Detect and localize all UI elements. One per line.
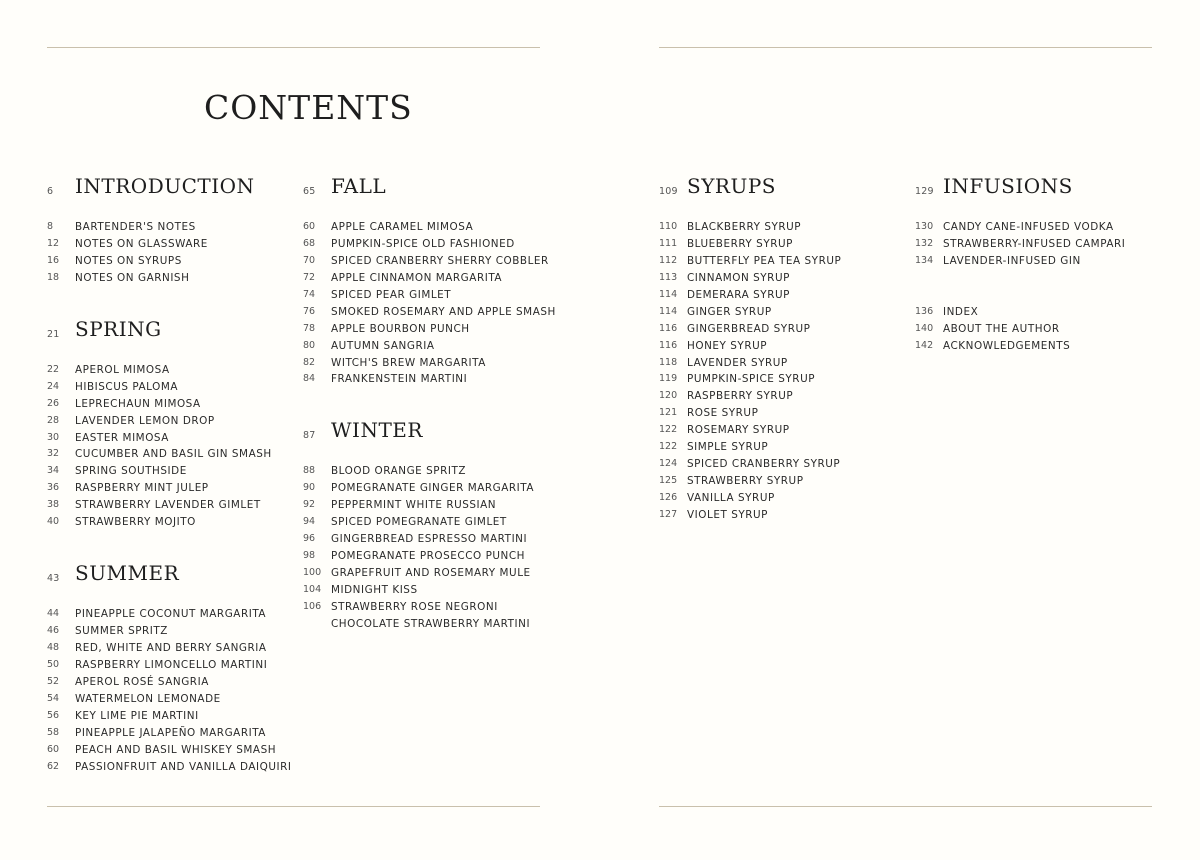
toc-entry[interactable]	[659, 439, 919, 456]
toc-entry[interactable]	[659, 219, 919, 236]
entry-page-number: 24	[47, 380, 60, 392]
section-page-number: 129	[915, 186, 934, 197]
section-heading[interactable]	[303, 416, 563, 452]
entry-title: RASPBERRY MINT JULEP	[75, 482, 209, 495]
toc-entry[interactable]	[47, 379, 307, 396]
entry-page-number: 100	[303, 567, 322, 578]
entry-title: SIMPLE SYRUP	[687, 441, 769, 454]
entry-page-number: 60	[303, 221, 316, 232]
entry-title: NOTES ON SYRUPS	[75, 254, 182, 267]
toc-entry[interactable]	[303, 236, 563, 253]
entry-title: BLACKBERRY SYRUP	[687, 221, 802, 233]
toc-entry[interactable]	[303, 304, 563, 321]
entry-title: EASTER MIMOSA	[75, 431, 169, 444]
entry-page-number: 119	[659, 373, 678, 385]
toc-entry[interactable]	[659, 388, 919, 405]
toc-entry[interactable]	[47, 480, 307, 497]
section-heading[interactable]	[303, 172, 563, 208]
entry-page-number: 28	[47, 414, 60, 426]
toc-entry[interactable]	[303, 616, 563, 633]
toc-entry[interactable]	[915, 321, 1175, 338]
section-heading[interactable]	[915, 172, 1175, 208]
entry-title: ABOUT THE AUTHOR	[943, 322, 1060, 335]
toc-entry[interactable]	[47, 606, 307, 623]
entry-title: KEY LIME PIE MARTINI	[75, 709, 199, 722]
toc-entry[interactable]	[47, 514, 307, 531]
entry-page-number: 52	[47, 675, 60, 687]
section-title: SYRUPS	[687, 174, 776, 198]
toc-entry[interactable]	[659, 287, 919, 304]
entry-title: BLOOD ORANGE SPRITZ	[331, 465, 467, 478]
entry-page-number: 92	[303, 499, 316, 511]
toc-entry[interactable]	[303, 338, 563, 355]
entry-page-number: 74	[303, 288, 316, 300]
section-page-number: 65	[303, 186, 316, 197]
entry-title: POMEGRANATE PROSECCO PUNCH	[331, 550, 526, 563]
toc-section-summer	[47, 559, 307, 775]
entry-title: WATERMELON LEMONADE	[75, 692, 221, 705]
toc-section-syrups	[659, 172, 919, 524]
toc-entry[interactable]	[303, 270, 563, 287]
entry-title: PINEAPPLE COCONUT MARGARITA	[75, 608, 267, 621]
section-entries	[915, 219, 1175, 270]
back-matter-entries	[915, 304, 1175, 355]
entry-title: SUMMER SPRITZ	[75, 625, 168, 638]
entry-title: BARTENDER'S NOTES	[75, 221, 196, 233]
toc-entry[interactable]	[659, 304, 919, 321]
toc-entry[interactable]	[47, 759, 307, 776]
toc-entry[interactable]	[915, 304, 1175, 321]
entry-title: SPICED CRANBERRY SYRUP	[687, 458, 841, 471]
toc-entry[interactable]	[47, 725, 307, 742]
entry-page-number: 8	[47, 221, 54, 232]
section-title: INTRODUCTION	[75, 174, 255, 198]
entry-page-number: 125	[659, 475, 678, 487]
toc-entry[interactable]	[47, 657, 307, 674]
entry-page-number: 118	[659, 356, 678, 368]
entry-page-number: 126	[659, 492, 678, 503]
entry-page-number: 78	[303, 322, 316, 334]
entry-title: GRAPEFRUIT AND ROSEMARY MULE	[331, 567, 531, 579]
entry-page-number: 60	[47, 743, 60, 755]
entry-page-number: 124	[659, 458, 678, 470]
entry-page-number: 106	[303, 600, 322, 612]
toc-section-infusions	[915, 172, 1175, 270]
entry-page-number: 90	[303, 482, 316, 494]
toc-entry[interactable]	[47, 497, 307, 514]
toc-entry[interactable]	[659, 456, 919, 473]
page-title: CONTENTS	[204, 88, 413, 127]
entry-page-number: 110	[659, 221, 678, 232]
entry-title: CUCUMBER AND BASIL GIN SMASH	[75, 448, 272, 461]
entry-page-number: 112	[659, 254, 678, 266]
entry-page-number: 114	[659, 305, 678, 317]
toc-section-spring	[47, 315, 307, 531]
toc-entry[interactable]	[303, 287, 563, 304]
entry-title: VANILLA SYRUP	[687, 492, 775, 504]
toc-entry[interactable]	[47, 270, 307, 287]
entry-title: PEPPERMINT WHITE RUSSIAN	[331, 499, 497, 512]
toc-entry[interactable]	[659, 405, 919, 422]
entry-title: CHOCOLATE STRAWBERRY MARTINI	[331, 617, 531, 630]
entry-title: LAVENDER LEMON DROP	[75, 414, 215, 427]
toc-entry[interactable]	[303, 582, 563, 599]
entry-title: BUTTERFLY PEA TEA SYRUP	[687, 254, 842, 267]
entry-title: RASPBERRY LIMONCELLO MARTINI	[75, 658, 268, 671]
toc-entry[interactable]	[303, 355, 563, 372]
entry-title: STRAWBERRY ROSE NEGRONI	[331, 600, 498, 613]
entry-page-number: 40	[47, 516, 60, 528]
entry-title: PUMPKIN-SPICE OLD FASHIONED	[331, 237, 515, 250]
entry-title: SPICED CRANBERRY SHERRY COBBLER	[331, 254, 549, 267]
entry-page-number: 134	[915, 254, 934, 266]
section-page-number: 43	[47, 573, 60, 585]
entry-title: LEPRECHAUN MIMOSA	[75, 397, 201, 410]
entry-page-number: 26	[47, 397, 60, 409]
entry-page-number: 84	[303, 373, 316, 385]
section-entries	[47, 362, 307, 531]
top-rule-right-page	[659, 47, 1152, 48]
entry-page-number: 132	[915, 237, 934, 249]
entry-title: APPLE BOURBON PUNCH	[331, 322, 470, 335]
entry-title: CANDY CANE-INFUSED VODKA	[943, 221, 1114, 233]
section-entries	[303, 219, 563, 388]
toc-entry[interactable]	[47, 463, 307, 480]
entry-title: SMOKED ROSEMARY AND APPLE SMASH	[331, 305, 556, 318]
toc-entry[interactable]	[303, 219, 563, 236]
toc-entry[interactable]	[303, 599, 563, 616]
entry-page-number: 44	[47, 608, 60, 620]
toc-entry[interactable]	[659, 355, 919, 372]
entry-title: LAVENDER SYRUP	[687, 356, 788, 369]
entry-page-number: 122	[659, 441, 678, 453]
section-entries	[303, 463, 563, 632]
toc-entry[interactable]	[659, 321, 919, 338]
toc-entry[interactable]	[915, 338, 1175, 355]
section-heading[interactable]	[659, 172, 919, 208]
toc-column-3	[659, 172, 919, 524]
toc-entry[interactable]	[47, 430, 307, 447]
entry-title: HONEY SYRUP	[687, 339, 768, 352]
entry-title: DEMERARA SYRUP	[687, 288, 790, 301]
section-entries	[659, 219, 919, 524]
entry-title: STRAWBERRY LAVENDER GIMLET	[75, 499, 261, 512]
toc-entry[interactable]	[659, 236, 919, 253]
entry-title: ACKNOWLEDGEMENTS	[943, 339, 1071, 352]
section-page-number: 6	[47, 186, 54, 197]
entry-page-number: 98	[303, 550, 316, 562]
entry-title: SPICED PEAR GIMLET	[331, 288, 452, 301]
entry-title: PINEAPPLE JALAPEÑO MARGARITA	[75, 726, 266, 739]
entry-title: APPLE CARAMEL MIMOSA	[331, 221, 474, 233]
entry-page-number: 104	[303, 583, 322, 595]
toc-entry[interactable]	[303, 253, 563, 270]
entry-title: RASPBERRY SYRUP	[687, 390, 794, 403]
entry-page-number: 22	[47, 363, 60, 375]
entry-title: STRAWBERRY SYRUP	[687, 475, 804, 488]
entry-page-number: 70	[303, 254, 316, 266]
section-heading[interactable]	[47, 172, 307, 208]
entry-page-number: 88	[303, 465, 316, 477]
entry-page-number: 38	[47, 499, 60, 511]
toc-entry[interactable]	[303, 565, 563, 582]
toc-entry[interactable]	[47, 236, 307, 253]
toc-entry[interactable]	[47, 708, 307, 725]
entry-page-number: 111	[659, 237, 678, 249]
toc-entry[interactable]	[47, 253, 307, 270]
section-page-number: 87	[303, 430, 316, 442]
bottom-rule-right-page	[659, 806, 1152, 807]
entry-page-number: 136	[915, 305, 934, 317]
section-page-number: 21	[47, 328, 60, 340]
entry-page-number: 114	[659, 288, 678, 300]
entry-page-number: 142	[915, 339, 934, 351]
entry-page-number: 54	[47, 692, 60, 704]
toc-entry[interactable]	[303, 531, 563, 548]
entry-title: BLUEBERRY SYRUP	[687, 237, 793, 250]
toc-entry[interactable]	[47, 362, 307, 379]
toc-entry[interactable]	[47, 742, 307, 759]
toc-entry[interactable]	[915, 219, 1175, 236]
entry-title: STRAWBERRY MOJITO	[75, 516, 196, 529]
section-title: WINTER	[331, 418, 423, 443]
toc-entry[interactable]	[47, 396, 307, 413]
bottom-rule-left-page	[47, 806, 540, 807]
section-entries	[47, 219, 307, 287]
toc-entry[interactable]	[303, 321, 563, 338]
entry-page-number: 116	[659, 322, 678, 334]
entry-page-number: 16	[47, 254, 60, 266]
entry-title: SPICED POMEGRANATE GIMLET	[331, 516, 507, 529]
entry-title: PUMPKIN-SPICE SYRUP	[687, 373, 816, 386]
section-heading[interactable]	[47, 315, 307, 351]
toc-entry[interactable]	[915, 236, 1175, 253]
toc-section-fall	[303, 172, 563, 388]
entry-title: SPRING SOUTHSIDE	[75, 465, 187, 478]
toc-entry[interactable]	[47, 674, 307, 691]
toc-entry[interactable]	[47, 623, 307, 640]
toc-entry[interactable]	[303, 480, 563, 497]
entry-title: WITCH'S BREW MARGARITA	[331, 356, 486, 369]
entry-page-number: 48	[47, 642, 60, 653]
entry-page-number: 18	[47, 271, 60, 283]
toc-section-introduction	[47, 172, 307, 287]
toc-column-2	[303, 172, 563, 633]
section-title: FALL	[331, 174, 387, 198]
entry-title: GINGERBREAD SYRUP	[687, 322, 811, 335]
entry-title: HIBISCUS PALOMA	[75, 380, 179, 393]
entry-page-number: 121	[659, 407, 678, 419]
section-title: INFUSIONS	[943, 174, 1073, 198]
entry-title: STRAWBERRY-INFUSED CAMPARI	[943, 237, 1126, 250]
toc-entry[interactable]	[47, 413, 307, 430]
entry-page-number: 76	[303, 305, 316, 317]
entry-title: MIDNIGHT KISS	[331, 583, 418, 596]
entry-page-number: 72	[303, 271, 316, 283]
entry-page-number: 46	[47, 625, 60, 637]
toc-section-winter	[303, 416, 563, 632]
toc-column-1	[47, 172, 307, 776]
entry-title: APEROL ROSÉ SANGRIA	[75, 675, 209, 688]
entry-title: ROSE SYRUP	[687, 407, 759, 420]
entry-title: LAVENDER-INFUSED GIN	[943, 254, 1081, 267]
toc-entry[interactable]	[47, 446, 307, 463]
entry-title: RED, WHITE AND BERRY SANGRIA	[75, 642, 267, 654]
entry-page-number: 12	[47, 237, 60, 249]
toc-entry[interactable]	[47, 691, 307, 708]
section-page-number: 109	[659, 186, 678, 197]
entry-page-number: 50	[47, 658, 60, 670]
toc-entry[interactable]	[47, 640, 307, 657]
entry-page-number: 82	[303, 356, 316, 368]
entry-page-number: 30	[47, 431, 60, 443]
toc-entry[interactable]	[659, 422, 919, 439]
section-title: SPRING	[75, 316, 162, 341]
entry-page-number: 32	[47, 448, 60, 460]
entry-title: GINGERBREAD ESPRESSO MARTINI	[331, 533, 528, 546]
toc-entry[interactable]	[303, 497, 563, 514]
top-rule-left-page	[47, 47, 540, 48]
entry-page-number: 140	[915, 322, 934, 334]
section-title: SUMMER	[75, 561, 180, 586]
entry-page-number: 56	[47, 709, 60, 721]
entry-page-number: 113	[659, 271, 678, 283]
entry-page-number: 58	[47, 726, 60, 738]
entry-page-number: 120	[659, 390, 678, 402]
toc-entry[interactable]	[659, 253, 919, 270]
entry-title: GINGER SYRUP	[687, 305, 772, 318]
toc-entry[interactable]	[659, 270, 919, 287]
entry-page-number: 80	[303, 339, 316, 351]
entry-title: AUTUMN SANGRIA	[331, 339, 435, 352]
entry-title: NOTES ON GARNISH	[75, 271, 190, 284]
toc-entry[interactable]	[303, 548, 563, 565]
toc-entry[interactable]	[659, 473, 919, 490]
toc-entry[interactable]	[915, 253, 1175, 270]
entry-title: APPLE CINNAMON MARGARITA	[331, 271, 503, 284]
toc-entry[interactable]	[303, 514, 563, 531]
entry-title: PASSIONFRUIT AND VANILLA DAIQUIRI	[75, 760, 292, 773]
toc-entry[interactable]	[659, 338, 919, 355]
entry-title: PEACH AND BASIL WHISKEY SMASH	[75, 743, 277, 756]
entry-page-number: 116	[659, 339, 678, 351]
entry-page-number: 96	[303, 533, 316, 545]
toc-entry[interactable]	[659, 490, 919, 507]
toc-entry[interactable]	[47, 219, 307, 236]
toc-column-4	[915, 172, 1175, 355]
entry-page-number: 94	[303, 516, 316, 528]
toc-entry[interactable]	[303, 463, 563, 480]
toc-entry[interactable]	[659, 507, 919, 524]
entry-title: INDEX	[943, 305, 979, 318]
section-entries	[47, 606, 307, 775]
entry-title: APEROL MIMOSA	[75, 363, 170, 376]
entry-page-number: 36	[47, 482, 60, 494]
section-heading[interactable]	[47, 559, 307, 595]
toc-entry[interactable]	[659, 371, 919, 388]
entry-page-number: 34	[47, 465, 60, 477]
entry-page-number: 127	[659, 508, 678, 520]
entry-page-number: 122	[659, 424, 678, 436]
entry-page-number: 130	[915, 221, 934, 232]
entry-title: FRANKENSTEIN MARTINI	[331, 373, 468, 386]
entry-title: VIOLET SYRUP	[687, 508, 768, 521]
toc-entry[interactable]	[303, 371, 563, 388]
entry-title: ROSEMARY SYRUP	[687, 424, 790, 437]
entry-title: CINNAMON SYRUP	[687, 271, 790, 284]
entry-page-number: 62	[47, 760, 60, 772]
entry-page-number: 68	[303, 237, 316, 249]
entry-title: POMEGRANATE GINGER MARGARITA	[331, 482, 535, 495]
entry-title: NOTES ON GLASSWARE	[75, 237, 208, 250]
